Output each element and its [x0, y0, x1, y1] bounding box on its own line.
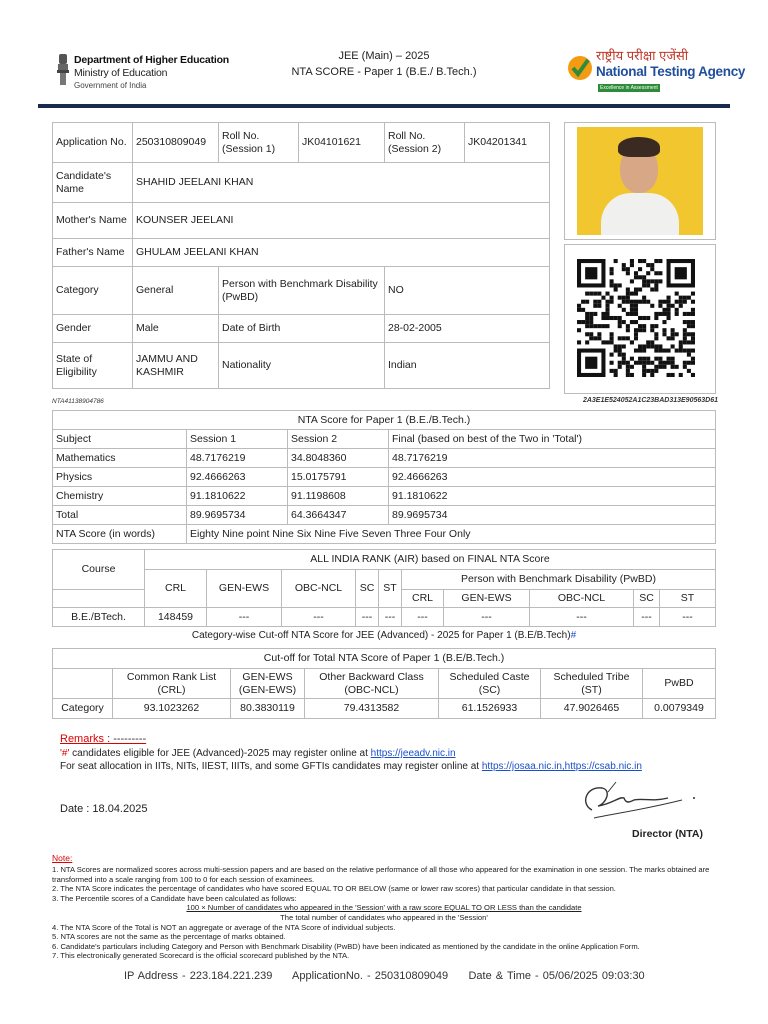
- remark-line-2: [60, 761, 642, 772]
- remark-text-1: candidates eligible for JEE (Advanced)-2025 may register online at: [69, 748, 371, 759]
- score-cell: 91.1198608: [288, 487, 389, 506]
- score-header-final: Final (based on best of the Two in 'Total'): [389, 430, 716, 449]
- footer-app-no: ApplicationNo. - 250310809049: [292, 970, 449, 982]
- issue-date: Date : 18.04.2025: [60, 803, 148, 815]
- cutoff-header-st: Scheduled Tribe (ST): [541, 669, 643, 699]
- cutoff-caption-mark: #: [570, 630, 577, 641]
- state-value: JAMMU AND KASHMIR: [133, 343, 219, 389]
- state-label: State of Eligibility: [53, 343, 133, 389]
- director-signature-icon: [572, 774, 702, 830]
- course-header-spacer: [53, 590, 145, 608]
- score-cell: 91.1810622: [389, 487, 716, 506]
- category-value: General: [133, 267, 219, 315]
- note-4: 4. The NTA Score of the Total is NOT an aggregate or average of the NTA Score of individual subjects.: [52, 922, 396, 932]
- father-label: Father's Name: [53, 239, 133, 267]
- cutoff-sc-value: 61.1526933: [439, 699, 541, 719]
- percentile-formula: [52, 903, 716, 922]
- subject-cell: Mathematics: [53, 449, 187, 468]
- score-words-label: NTA Score (in words): [53, 525, 187, 544]
- exam-title: JEE (Main) – 2025: [338, 50, 430, 62]
- course-header: Course: [53, 550, 145, 590]
- qr-code-frame: [564, 244, 716, 394]
- nationality-label: Nationality: [219, 343, 385, 389]
- score-cell: 92.4666263: [389, 468, 716, 487]
- rank-col-st: ST: [379, 570, 402, 608]
- reference-code-left: NTA41138904786: [52, 398, 104, 405]
- cutoff-header-pwbd: PwBD: [643, 669, 716, 699]
- candidate-photo: [577, 127, 703, 235]
- score-table-title: NTA Score for Paper 1 (B.E./B.Tech.): [53, 411, 716, 430]
- rank-col-gen-ews: GEN-EWS: [207, 570, 282, 608]
- cutoff-crl-value: 93.1023262: [113, 699, 231, 719]
- father-value: GHULAM JEELANI KHAN: [133, 239, 550, 267]
- jeeadv-link[interactable]: https://jeeadv.nic.in: [370, 748, 456, 759]
- cutoff-gen-ews-value: 80.3830119: [231, 699, 305, 719]
- cutoff-row-label: Category: [53, 699, 113, 719]
- director-title: Director (NTA): [632, 828, 703, 840]
- rank-sc-value: ---: [356, 608, 379, 627]
- pwbd-col-st: ST: [660, 590, 716, 608]
- cutoff-table: [52, 648, 716, 719]
- score-cell: 48.7176219: [187, 449, 288, 468]
- remarks-label: Remarks: [60, 733, 105, 745]
- pwbd-label: Person with Benchmark Disability (PwBD): [219, 267, 385, 315]
- course-value: B.E./BTech.: [53, 608, 145, 627]
- cutoff-caption: [52, 630, 716, 641]
- note-6: 6. Candidate's particulars including Category and Person with Benchmark Disability (PwBD) have been indicated as mentioned by the candidate in the online Application Form.: [52, 941, 640, 951]
- candidate-details-table: [52, 122, 550, 389]
- cutoff-caption-text: Category-wise Cut-off NTA Score for JEE (Advanced) - 2025 for Paper 1 (B.E/B.Tech): [191, 630, 571, 641]
- name-value: SHAHID JEELANI KHAN: [133, 163, 550, 203]
- score-cell: 15.0175791: [288, 468, 389, 487]
- pwbd-value: NO: [385, 267, 550, 315]
- subject-cell: Total: [53, 506, 187, 525]
- cutoff-obc-ncl-value: 79.4313582: [305, 699, 439, 719]
- category-label: Category: [53, 267, 133, 315]
- cutoff-table-title: Cut-off for Total NTA Score of Paper 1 (B.E/B.Tech.): [53, 649, 716, 669]
- rank-col-obc-ncl: OBC-NCL: [282, 570, 356, 608]
- reference-code-right: 2A3E1E524052A1C23BAD313E90563D61: [582, 397, 718, 404]
- dob-value: 28-02-2005: [385, 315, 550, 343]
- table-row: [53, 506, 716, 525]
- cutoff-header-obc-ncl: Other Backward Class (OBC-NCL): [305, 669, 439, 699]
- pwbd-col-sc: SC: [634, 590, 660, 608]
- ministry-name: Ministry of Education: [74, 67, 168, 79]
- pwbd-sc-value: ---: [634, 608, 660, 627]
- notes-block: [52, 865, 716, 961]
- score-cell: 91.1810622: [187, 487, 288, 506]
- cutoff-header-blank: [53, 669, 113, 699]
- formula-numerator: 100 × Number of candidates who appeared in the 'Session' with a raw score EQUAL TO OR LESS than the candidate: [186, 903, 582, 913]
- cutoff-header-crl: Common Rank List (CRL): [113, 669, 231, 699]
- department-name: Department of Higher Education: [74, 54, 230, 66]
- note-1: 1. NTA Scores are normalized scores across multi-session papers and are based on the relative performance of all those who appeared for the examination in one session. The marks obtained are transformed into a scale ranging from 100 to 0 for each session of examinees.: [52, 865, 710, 884]
- footer-meta: [124, 970, 645, 982]
- app-no-value: 250310809049: [133, 123, 219, 163]
- score-cell: 34.8048360: [288, 449, 389, 468]
- photo-torso: [601, 193, 679, 235]
- subject-cell: Physics: [53, 468, 187, 487]
- page-title: [260, 48, 508, 80]
- qr-code-icon: [577, 259, 695, 377]
- remark-text-2: For seat allocation in IITs, NITs, IIEST, IIITs, and some GFTIs candidates may register online at: [60, 761, 482, 772]
- rank-gen-ews-value: ---: [207, 608, 282, 627]
- roll1-value: JK04101621: [299, 123, 385, 163]
- rank-obc-ncl-value: ---: [282, 608, 356, 627]
- footer-ip: IP Address - 223.184.221.239: [124, 970, 273, 982]
- table-row: [53, 608, 716, 627]
- rank-crl-value: 148459: [145, 608, 207, 627]
- pwbd-col-gen-ews: GEN-EWS: [444, 590, 530, 608]
- agency-tagline: Excellence in Assessment: [600, 85, 658, 91]
- cutoff-st-value: 47.9026465: [541, 699, 643, 719]
- footer-datetime: Date & Time - 05/06/2025 09:03:30: [468, 970, 645, 982]
- subject-cell: Chemistry: [53, 487, 187, 506]
- josaa-csab-link[interactable]: https://josaa.nic.in,https://csab.nic.in: [481, 761, 642, 772]
- note-label: Note:: [52, 853, 73, 863]
- score-header-subject: Subject: [53, 430, 187, 449]
- rank-col-crl: CRL: [145, 570, 207, 608]
- formula-denominator: The total number of candidates who appeared in the 'Session': [280, 912, 488, 922]
- pwbd-col-obc-ncl: OBC-NCL: [530, 590, 634, 608]
- gender-value: Male: [133, 315, 219, 343]
- score-cell: 92.4666263: [187, 468, 288, 487]
- rank-title: ALL INDIA RANK (AIR) based on FINAL NTA Score: [145, 550, 716, 570]
- note-3: 3. The Percentile scores of a Candidate have been calculated as follows:: [52, 893, 297, 903]
- ministry-logo-block: [56, 50, 230, 96]
- agency-hindi-name: राष्ट्रीय परीक्षा एजेंसी: [596, 48, 689, 63]
- score-cell: 64.3664347: [288, 506, 389, 525]
- score-cell: 89.9695734: [187, 506, 288, 525]
- score-words-value: Eighty Nine point Nine Six Nine Five Seven Three Four Only: [187, 525, 716, 544]
- pwbd-title: Person with Benchmark Disability (PwBD): [402, 570, 716, 590]
- table-row: [53, 449, 716, 468]
- gender-label: Gender: [53, 315, 133, 343]
- pwbd-crl-value: ---: [402, 608, 444, 627]
- score-header-session2: Session 2: [288, 430, 389, 449]
- nta-logo-icon: [566, 48, 594, 88]
- app-no-label: Application No.: [53, 123, 133, 163]
- remarks-dash: : ---------: [107, 733, 147, 745]
- rank-table: [52, 549, 716, 627]
- photo-hair: [618, 137, 660, 157]
- pwbd-col-crl: CRL: [402, 590, 444, 608]
- mother-value: KOUNSER JEELANI: [133, 203, 550, 239]
- candidate-photo-frame: [564, 122, 716, 240]
- header-divider: [38, 104, 730, 108]
- dob-label: Date of Birth: [219, 315, 385, 343]
- nationality-value: Indian: [385, 343, 550, 389]
- score-cell: 48.7176219: [389, 449, 716, 468]
- remark-mark: '#': [60, 748, 70, 759]
- national-emblem-icon: [56, 52, 70, 92]
- pwbd-gen-ews-value: ---: [444, 608, 530, 627]
- roll2-value: JK04201341: [465, 123, 550, 163]
- agency-name: National Testing Agency: [596, 64, 746, 79]
- table-row: [53, 487, 716, 506]
- score-cell: 89.9695734: [389, 506, 716, 525]
- nta-logo-block: [566, 46, 746, 96]
- remark-line-1: [60, 748, 456, 759]
- pwbd-st-value: ---: [660, 608, 716, 627]
- government-name: Government of India: [74, 81, 147, 90]
- mother-label: Mother's Name: [53, 203, 133, 239]
- roll2-label: Roll No. (Session 2): [385, 123, 465, 163]
- roll1-label: Roll No. (Session 1): [219, 123, 299, 163]
- pwbd-obc-ncl-value: ---: [530, 608, 634, 627]
- rank-col-sc: SC: [356, 570, 379, 608]
- cutoff-pwbd-value: 0.0079349: [643, 699, 716, 719]
- cutoff-header-sc: Scheduled Caste (SC): [439, 669, 541, 699]
- rank-st-value: ---: [379, 608, 402, 627]
- name-label: Candidate's Name: [53, 163, 133, 203]
- table-row: [53, 468, 716, 487]
- table-row: [53, 699, 716, 719]
- note-7: 7. This electronically generated Scorecard is the official scorecard published by the NTA.: [52, 951, 350, 961]
- score-header-session1: Session 1: [187, 430, 288, 449]
- nta-score-table: [52, 410, 716, 544]
- note-2: 2. The NTA Score indicates the percentage of candidates who have scored EQUAL TO OR BELOW (same or lower raw scores) that particular candidate in that session.: [52, 884, 616, 894]
- paper-title: NTA SCORE - Paper 1 (B.E./ B.Tech.): [291, 66, 477, 78]
- note-5: 5. NTA scores are not the same as the percentage of marks obtained.: [52, 932, 286, 942]
- remarks-block: [60, 733, 146, 745]
- cutoff-header-gen-ews: GEN-EWS (GEN-EWS): [231, 669, 305, 699]
